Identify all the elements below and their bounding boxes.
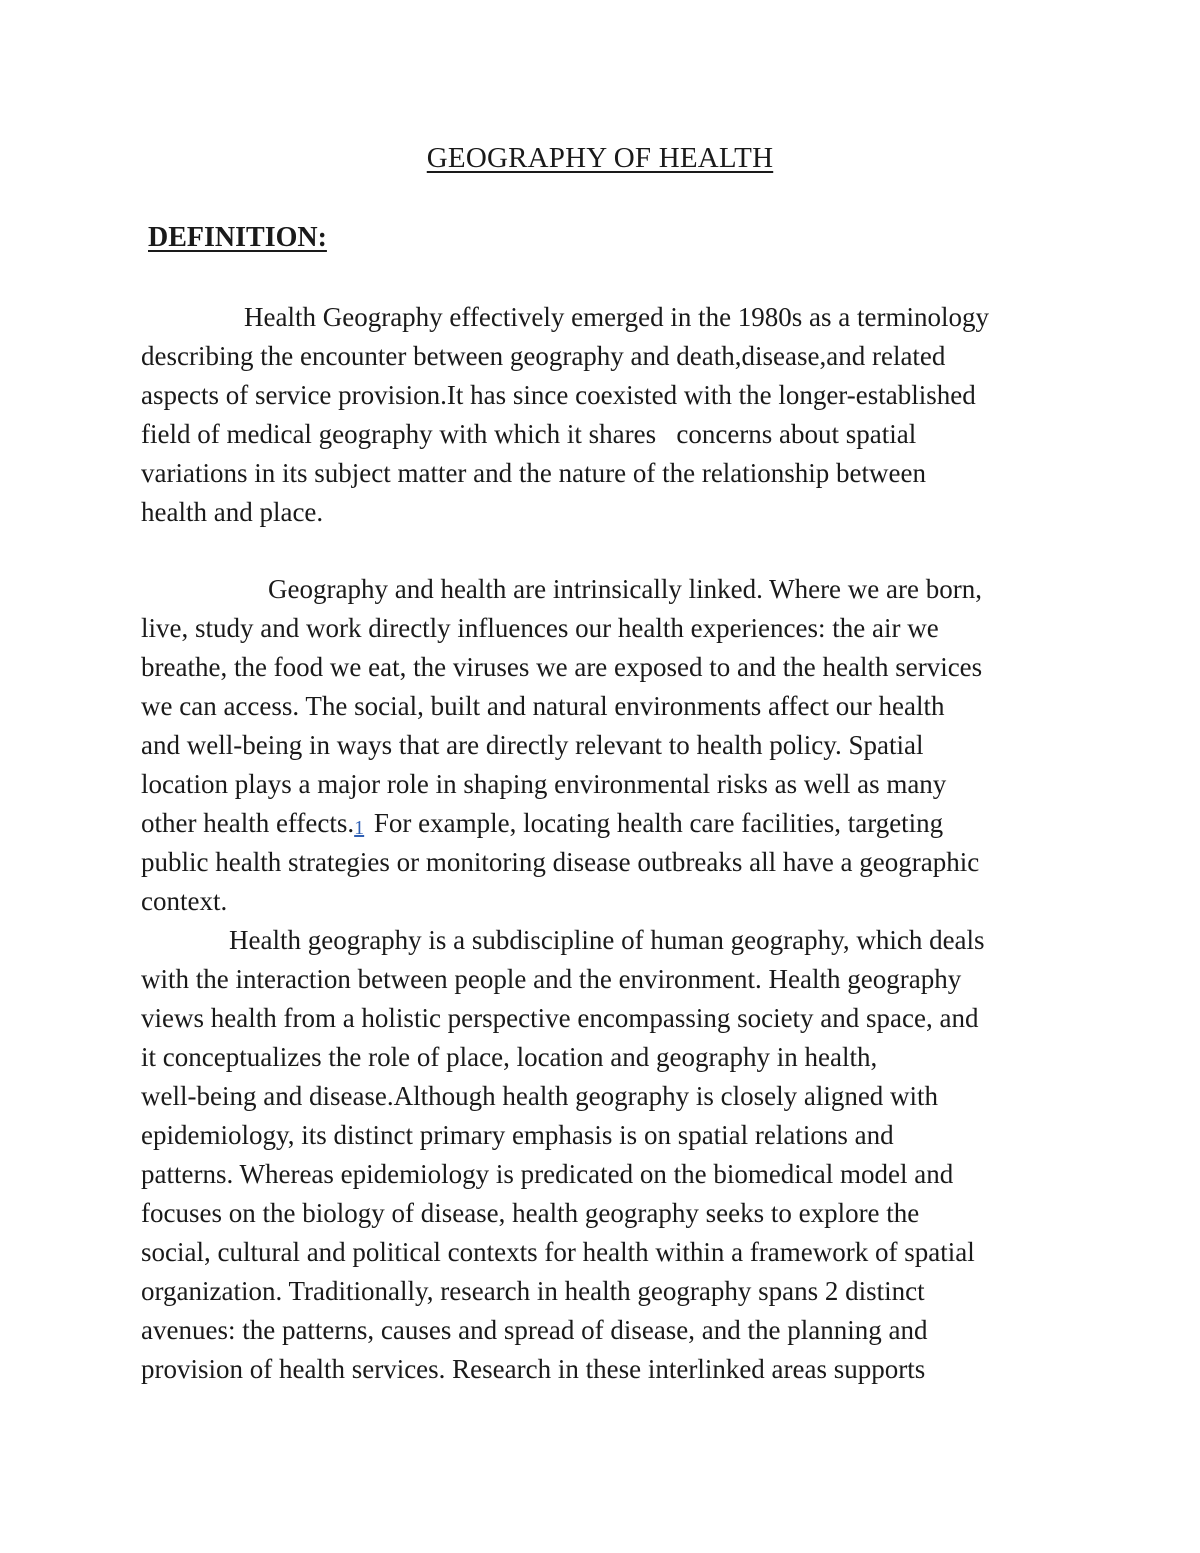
paragraph-3-line-1: Health geography is a subdiscipline of human geography, which deals <box>229 925 985 955</box>
paragraph-3-line-12: provision of health services. Research in these interlinked areas supports <box>141 1354 926 1384</box>
paragraph-3-line-7: patterns. Whereas epidemiology is predicated on the biomedical model and <box>141 1159 954 1189</box>
paragraph-3-line-11: avenues: the patterns, causes and spread of disease, and the planning and <box>141 1315 928 1345</box>
paragraph-2-line-8: public health strategies or monitoring disease outbreaks all have a geographic <box>141 847 980 877</box>
paragraph-2-line-6: location plays a major role in shaping environmental risks as well as many <box>141 769 947 799</box>
document-title: GEOGRAPHY OF HEALTH <box>426 142 774 174</box>
paragraph-1-line-5: variations in its subject matter and the nature of the relationship between <box>141 458 927 488</box>
paragraph-3-line-3: views health from a holistic perspective encompassing society and space, and <box>141 1003 979 1033</box>
paragraph-1-line-2: describing the encounter between geography and death,disease,and related <box>141 341 946 371</box>
paragraph-3-line-8: focuses on the biology of disease, health geography seeks to explore the <box>141 1198 920 1228</box>
paragraph-2-line-2: live, study and work directly influences our health experiences: the air we <box>141 613 939 643</box>
paragraph-3-line-10: organization. Traditionally, research in health geography spans 2 distinct <box>141 1276 925 1306</box>
paragraph-1-line-4: field of medical geography with which it shares concerns about spatial <box>141 419 917 449</box>
paragraph-3-line-5: well-being and disease.Although health geography is closely aligned with <box>141 1081 939 1111</box>
paragraph-1-line-3: aspects of service provision.It has since coexisted with the longer-established <box>141 380 976 410</box>
paragraph-1-line-1: Health Geography effectively emerged in the 1980s as a terminology <box>244 302 990 332</box>
paragraph-3-line-4: it conceptualizes the role of place, location and geography in health, <box>141 1042 878 1072</box>
paragraph-2-line-5: and well-being in ways that are directly relevant to health policy. Spatial <box>141 730 924 760</box>
paragraph-3-line-9: social, cultural and political contexts for health within a framework of spatial <box>141 1237 975 1267</box>
footnote-link[interactable]: 1 <box>354 817 365 839</box>
paragraph-1-line-6: health and place. <box>141 497 324 527</box>
paragraph-2-line-3: breathe, the food we eat, the viruses we are exposed to and the health services <box>141 652 983 682</box>
paragraph-2-line-9: context. <box>141 886 228 916</box>
paragraph-2-line-1: Geography and health are intrinsically linked. Where we are born, <box>268 574 982 604</box>
paragraph-3-line-2: with the interaction between people and the environment. Health geography <box>141 964 962 994</box>
paragraph-2-line-7 <box>141 810 943 838</box>
paragraph-2-line-4: we can access. The social, built and natural environments affect our health <box>141 691 945 721</box>
paragraph-2-line-7-text-before: other health effects. <box>141 808 355 838</box>
paragraph-2-line-7-text-after: For example, locating health care facilities, targeting <box>367 808 944 838</box>
section-heading: DEFINITION: <box>148 222 327 253</box>
paragraph-3-line-6: epidemiology, its distinct primary emphasis is on spatial relations and <box>141 1120 894 1150</box>
